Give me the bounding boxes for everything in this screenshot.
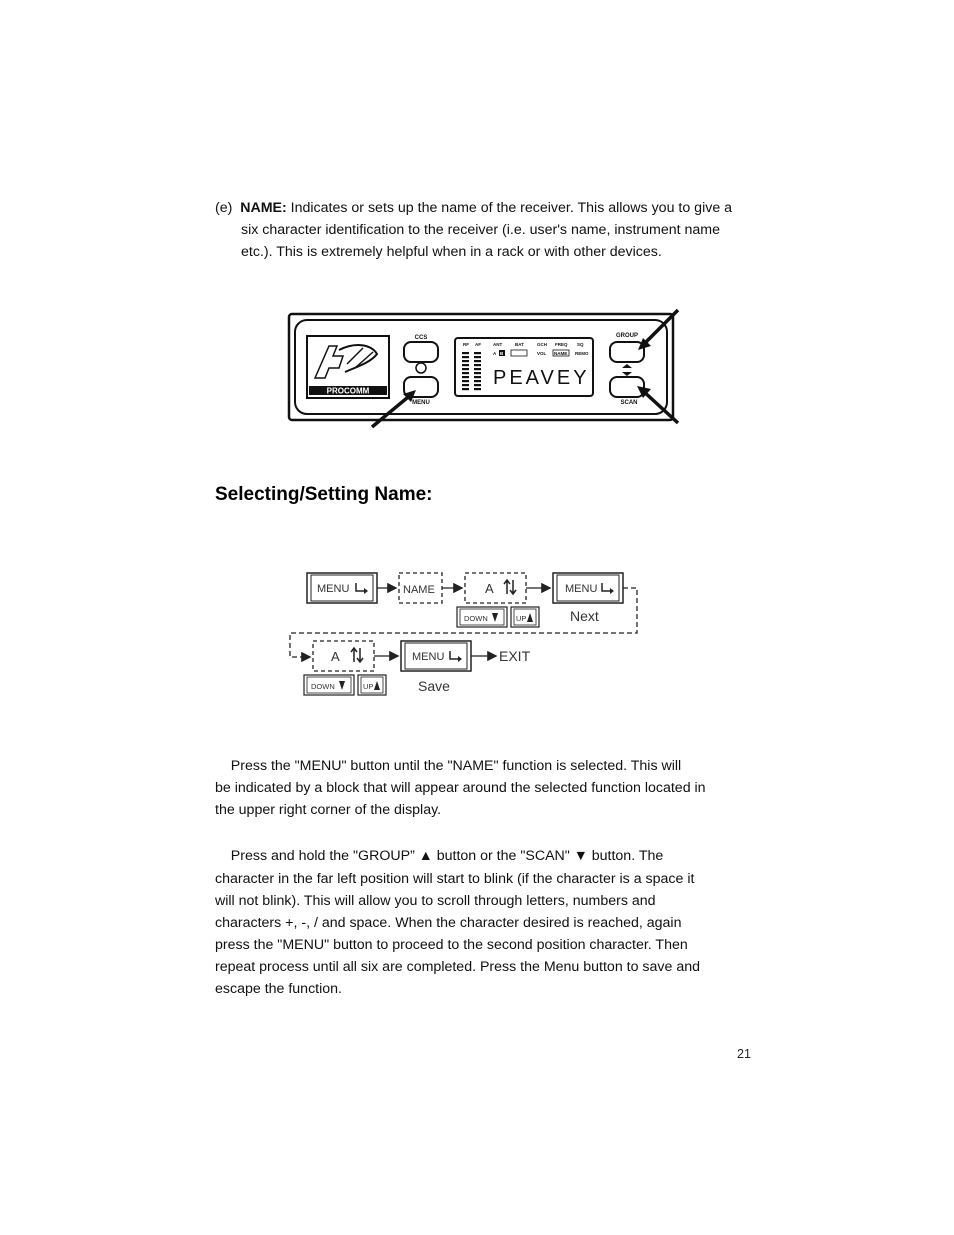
paragraph-2-line: press the "MENU" button to proceed to the second position character. Then (215, 937, 688, 953)
save-label: Save (418, 678, 450, 694)
peavey-logo (307, 336, 389, 398)
paragraph-1-line: the upper right corner of the display. (215, 802, 442, 818)
lcd-label-name: NAME (554, 351, 568, 356)
lcd-label-b: B (500, 351, 504, 356)
paragraph-1-line: be indicated by a block that will appear around the selected function located in (215, 780, 706, 796)
up-arrow-icon (504, 580, 510, 594)
ccs-indicator (416, 363, 426, 373)
paragraph-2-line: Press and hold the "GROUP” ▲ button or the "SCAN" ▼ button. The (215, 848, 664, 864)
up-key-2-label: UP (363, 682, 374, 691)
menu-key-2-label: MENU (565, 583, 598, 595)
down-key-2-label: DOWN (311, 682, 335, 691)
page-number: 21 (737, 1047, 751, 1061)
intro-line-1 (215, 197, 732, 219)
lcd-label-af: AF (475, 342, 481, 347)
lcd-label-ant: ANT (493, 342, 503, 347)
menu-key-2 (553, 573, 623, 603)
paragraph-2-line: characters +, -, / and space. When the character desired is reached, again (215, 915, 682, 931)
down-arrow-icon (510, 580, 516, 594)
char-step-2-label: A (331, 649, 340, 664)
down-key-1-label: DOWN (464, 614, 488, 623)
lcd-label-a: A (493, 351, 497, 356)
lcd-label-rf: RF (463, 342, 469, 347)
paragraph-2-line: will not blink). This will allow you to scroll through letters, numbers and (215, 893, 656, 909)
paragraph-2-line: escape the function. (215, 981, 342, 997)
paragraph-2-line: repeat process until all six are completed. Press the Menu button to save and (215, 959, 701, 975)
up-arrow-icon (351, 648, 357, 662)
ccs-label: CCS (414, 335, 428, 341)
name-step-label: NAME (403, 584, 435, 596)
menu-key-3 (401, 641, 471, 671)
up-key-1 (511, 607, 539, 627)
logo-text: PROCOMM (326, 386, 370, 396)
lcd-name-text: PEAVEY (493, 367, 590, 389)
name-setting-flow-diagram (285, 565, 645, 700)
intro-line-3: etc.). This is extremely helpful when in a rack or with other devices. (241, 244, 662, 260)
down-key-2 (304, 675, 354, 695)
char-step-2 (313, 641, 374, 671)
menu-key-1-label: MENU (317, 583, 350, 595)
char-step-1 (465, 573, 526, 603)
up-key-2 (358, 675, 386, 695)
menu-key-1 (307, 573, 377, 603)
next-label: Next (570, 608, 599, 624)
exit-label: EXIT (499, 648, 531, 664)
list-marker: (e) (215, 200, 233, 216)
intro-text-1: Indicates or sets up the name of the receiver. This allows you to give a (286, 200, 733, 216)
lcd-label-sq: SQ (577, 342, 584, 347)
name-term: NAME: (240, 200, 287, 216)
menu-key-3-label: MENU (412, 651, 445, 663)
down-key-1 (457, 607, 507, 627)
group-button[interactable] (610, 342, 644, 362)
paragraph-1-line: Press the "MENU" button until the "NAME" function is selected. This will (215, 758, 682, 774)
ccs-button[interactable] (404, 342, 438, 362)
lcd-display (455, 338, 593, 396)
name-step (399, 573, 442, 603)
char-step-1-label: A (485, 581, 494, 596)
scan-label: SCAN (620, 400, 638, 406)
lcd-label-gch: GCH (537, 342, 547, 347)
lcd-label-bat: BAT (515, 342, 524, 347)
section-heading: Selecting/Setting Name: (215, 484, 433, 505)
group-label: GROUP (615, 333, 639, 339)
paragraph-2-line: character in the far left position will start to blink (if the character is a space it (215, 871, 695, 887)
receiver-panel-figure (285, 306, 685, 431)
lcd-label-vol: VOL (537, 351, 547, 356)
lcd-label-freq: FREQ (555, 342, 568, 347)
lcd-label-remo: REMO (575, 351, 589, 356)
intro-line-2: six character identification to the receiver (i.e. user's name, instrument name (241, 222, 720, 238)
down-arrow-icon (357, 648, 363, 662)
up-key-1-label: UP (516, 614, 527, 623)
menu-label: MENU (412, 400, 430, 406)
